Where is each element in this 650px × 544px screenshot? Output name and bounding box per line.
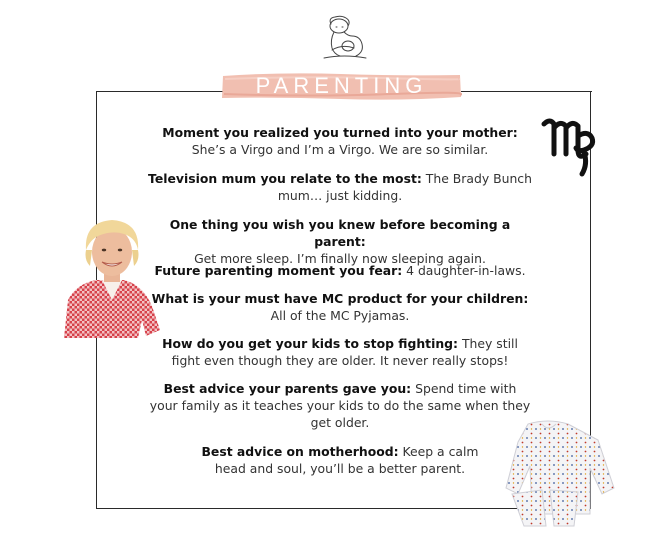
qa-question: What is your must have MC product for your children: [151,291,529,306]
qa-question: Best advice on motherhood: [201,444,399,459]
woman-portrait-image [62,216,162,338]
qa-answer: She’s a Virgo and I’m a Virgo. We are so similar. [191,142,489,157]
qa-question: How do you get your kids to stop fighting: [162,336,458,351]
qa-question: Best advice your parents gave you: [163,381,412,396]
qa-answer: 4 daughter-in-laws. [406,263,526,278]
qa-item [148,290,532,324]
qa-question: Television mum you relate to the most: [148,171,422,186]
qa-item [148,262,532,279]
qa-answer: All of the MC Pyjamas. [270,308,410,323]
qa-question: Moment you realized you turned into your mother: [162,125,518,140]
parenting-banner [221,70,462,102]
qa-question: One thing you wish you knew before becoming a parent: [169,217,511,249]
qa-item [148,335,532,369]
qa-item [148,170,532,204]
qa-answer: Spend time with your family as it teaches your kids to do the same when they get older. [149,381,531,430]
qa-answer: Keep a calm head and soul, you’ll be a better parent. [214,444,479,476]
qa-answer: The Brady Bunch mum… just kidding. [277,171,532,203]
virgo-symbol-icon [540,110,610,180]
qa-item [148,216,532,267]
frame-top-right-line [461,91,592,92]
qa-item [148,380,532,431]
qa-answer: Get more sleep. I’m finally now sleeping again. [194,251,486,266]
frame-top-left-line [96,91,223,92]
qa-item [188,443,492,477]
mother-child-sketch-icon [318,14,370,64]
page-title: PARENTING [255,73,428,98]
qa-question: Future parenting moment you fear: [154,263,403,278]
qa-item [148,124,532,158]
pyjamas-image [498,418,618,528]
qa-answer: They still fight even though they are older. It never really stops! [171,336,518,368]
